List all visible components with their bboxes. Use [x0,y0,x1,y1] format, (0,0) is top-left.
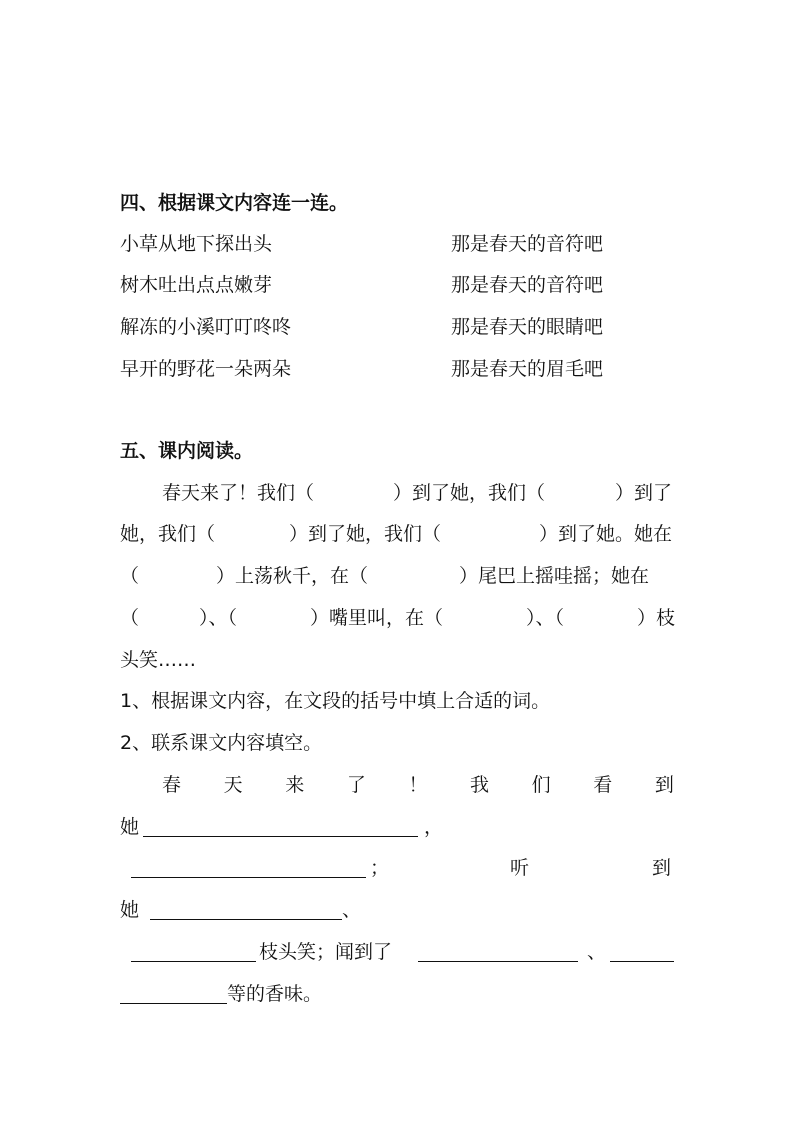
match-left-2: 树木吐出点点嫩芽 [120,274,273,296]
fill-row-1-char: 春 [162,774,182,796]
answer-blank-5[interactable] [418,941,578,962]
passage-line-5: 头笑…… [120,649,197,671]
passage-line-3-part-a: （ [120,565,140,587]
passage-line-4-part-e: ）枝 [637,607,676,629]
passage-line-2-part-a: 她，我们（ [120,523,216,545]
passage-line-4-part-a: （ [120,607,140,629]
passage-line-4-part-b: ）、（ [199,607,238,629]
match-right-3: 那是春天的眼睛吧 [451,316,604,338]
fill-row-2-start: 她 [120,816,140,838]
passage-line-3-part-c: ）尾巴上摇哇摇；她在 [459,565,650,587]
answer-blank-1[interactable] [143,816,418,837]
match-right-4: 那是春天的眉毛吧 [451,358,604,380]
fill-row-4-dun: 、 [342,899,362,921]
answer-blank-3[interactable] [150,899,342,920]
fill-row-5-text: 枝头笑；闻到了 [259,941,393,963]
passage-line-4-part-d: ）、（ [526,607,565,629]
answer-blank-6[interactable] [610,941,674,962]
question-2: 2、联系课文内容填空。 [120,732,323,754]
passage-line-1-part-c: ）到了 [615,482,673,504]
fill-row-4-start: 她 [120,899,140,921]
fill-row-1-char: 们 [531,774,551,796]
passage-line-1-part-a: 春天来了！我们（ [162,482,315,504]
passage-line-1-part-b: ）到了她，我们（ [393,482,546,504]
match-right-2: 那是春天的音符吧 [451,274,604,296]
question-1: 1、根据课文内容，在文段的括号中填上合适的词。 [120,690,551,712]
match-left-3: 解冻的小溪叮叮咚咚 [120,316,292,338]
passage-line-4-part-c: ）嘴里叫，在（ [310,607,444,629]
fill-row-3-dao: 到 [652,857,672,879]
fill-row-6-text: 等的香味。 [227,983,323,1005]
passage-line-2-part-c: ）到了她。她在 [539,523,673,545]
section-5-title: 五、课内阅读。 [120,440,254,462]
fill-row-1-char: 我 [470,774,490,796]
fill-row-2-comma: ， [424,816,444,838]
fill-row-3-semicolon: ； [370,857,390,879]
passage-line-3-part-b: ）上荡秋千，在（ [216,565,369,587]
fill-row-1-char: 来 [285,774,305,796]
match-right-1: 那是春天的音符吧 [451,233,604,255]
answer-blank-6-continued[interactable] [120,983,227,1004]
fill-row-5-dun: 、 [587,941,607,963]
fill-row-1-char: 看 [593,774,613,796]
fill-row-1 [162,772,674,798]
section-4-title: 四、根据课文内容连一连。 [120,192,349,214]
fill-row-3-ting: 听 [510,857,530,879]
fill-row-1-char: ！ [408,774,428,796]
match-left-4: 早开的野花一朵两朵 [120,358,292,380]
fill-row-1-char: 到 [654,774,674,796]
match-left-1: 小草从地下探出头 [120,233,273,255]
passage-line-2-part-b: ）到了她，我们（ [289,523,442,545]
answer-blank-4[interactable] [131,941,256,962]
fill-row-1-char: 天 [223,774,243,796]
answer-blank-2[interactable] [131,857,366,878]
fill-row-1-char: 了 [346,774,366,796]
